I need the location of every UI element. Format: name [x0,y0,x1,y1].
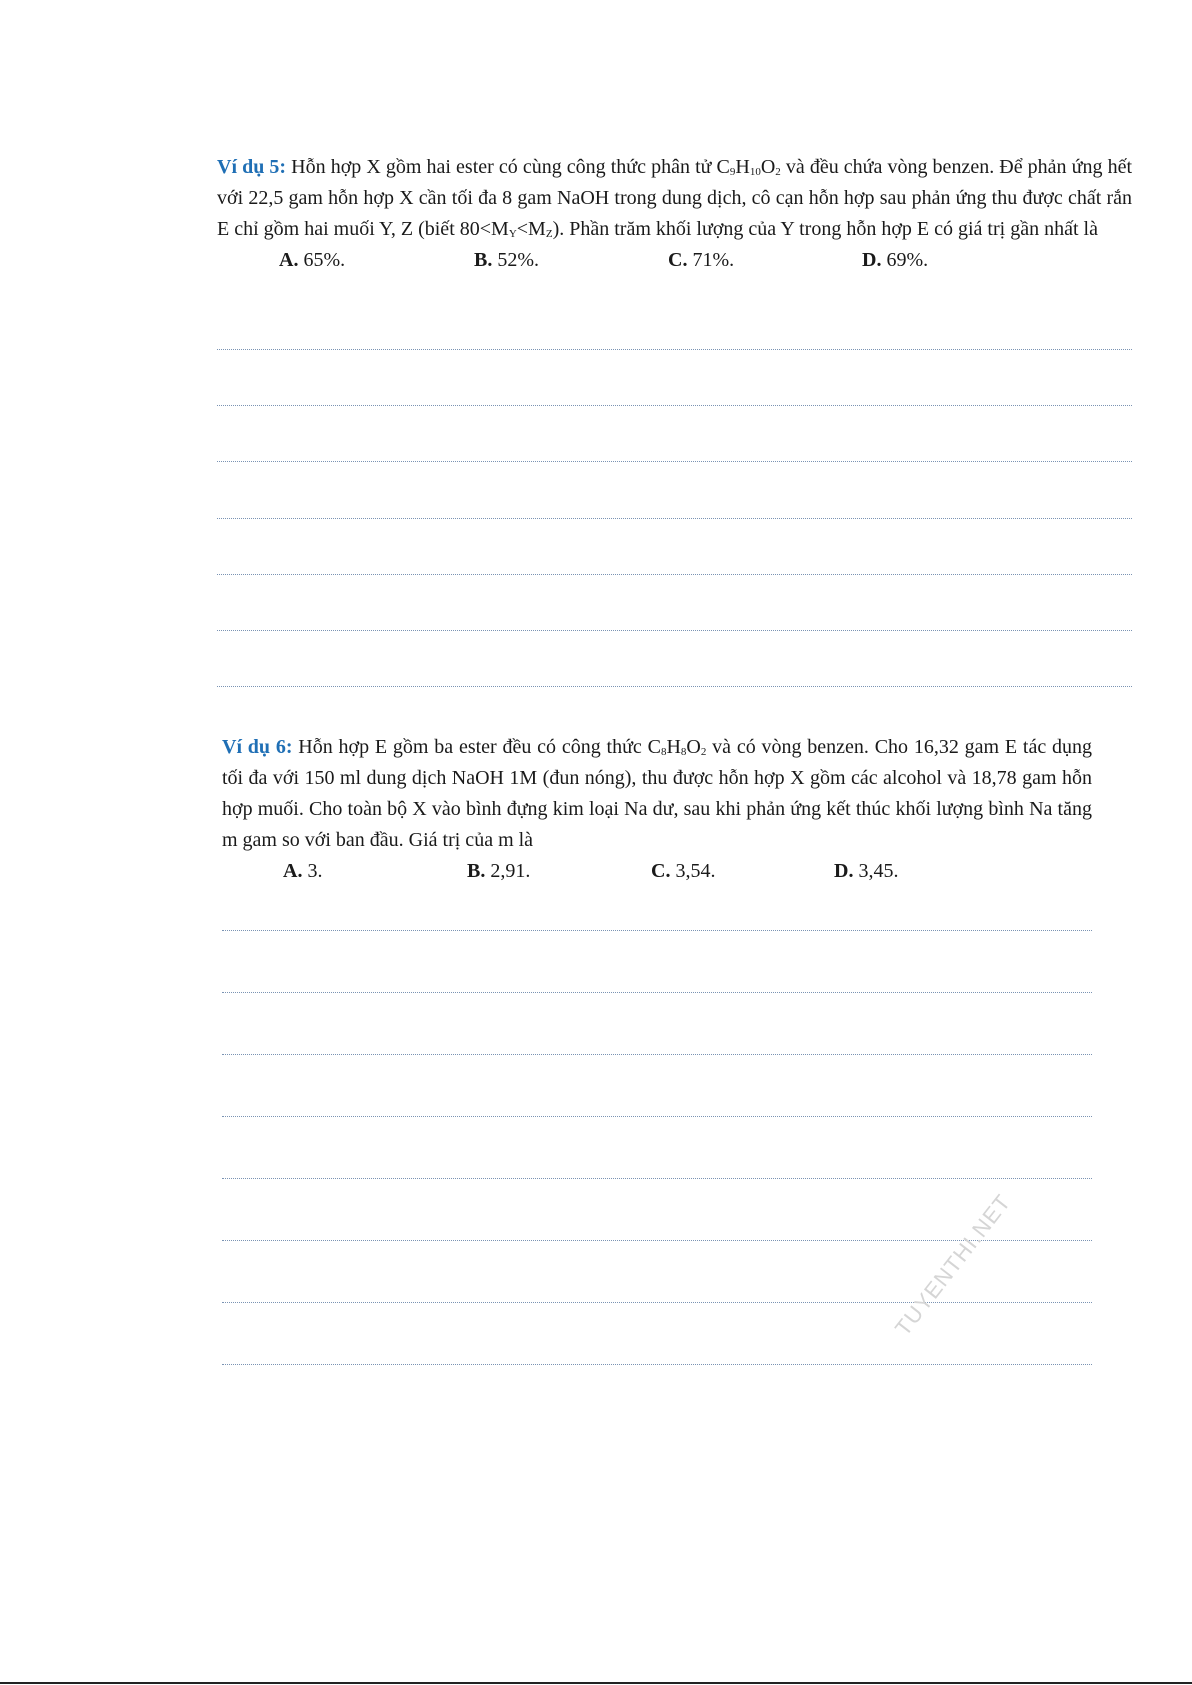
answer-line [217,574,1132,575]
question-6-stem [222,732,1092,856]
watermark: TUYENTHI.NET [890,1189,1016,1341]
question-5-text: ). Phần trăm khối lượng của Y trong hỗn hợp E có giá trị gần nhất là [552,218,1098,240]
question-5-label: Ví dụ 5: [217,156,287,178]
answer-line [217,686,1132,687]
subscript: 8 [660,746,667,758]
answer-line [217,630,1132,631]
answer-line [222,1054,1092,1055]
subscript: 8 [680,746,687,758]
answer-line [222,1302,1092,1303]
answer-line [217,461,1132,462]
subscript: 10 [749,166,761,178]
option-a: A. 65%. [279,249,346,271]
answer-line [222,930,1092,931]
question-5-stem [217,152,1132,245]
question-5-text: Hỗn hợp X gồm hai ester có cùng công thức phân tử C [286,156,730,178]
question-6-text: O [686,736,701,758]
question-5-text: <M [516,218,546,240]
answer-line [222,1364,1092,1365]
question-6 [222,732,1092,887]
option-b: B. 2,91. [467,860,531,882]
answer-line [222,1116,1092,1117]
option-d: D. 69%. [862,249,929,271]
question-5-text: và đều chứa vòng benzen. Để phản ứng hết với 22,5 gam hỗn hợp X cần tối đa 8 gam NaOH trong dung dịch, cô cạn hỗn hợp sau phản ứng thu được chất rắn E chỉ gồm hai muối Y, Z (biết 80<M [217,156,1132,240]
answer-line [222,1178,1092,1179]
answer-line [217,405,1132,406]
subscript: 9 [729,166,736,178]
answer-line [217,349,1132,350]
question-6-options [222,856,1092,887]
option-b: B. 52%. [474,249,540,271]
subscript: Z [545,228,553,240]
subscript: Y [508,228,517,240]
page-bottom-rule [0,1682,1192,1684]
question-5 [217,152,1132,276]
question-6-text: Hỗn hợp E gồm ba ester đều có công thức C [292,736,661,758]
question-5-options [217,245,1132,276]
question-6-text: H [666,736,681,758]
question-6-text: và có vòng benzen. Cho 16,32 gam E tác dụng tối đa với 150 ml dung dịch NaOH 1M (đun nóng), thu được hỗn hợp X gồm các alcohol và 18,78 gam hỗn hợp muối. Cho toàn bộ X vào bình đựng kim loại Na dư, sau khi phản ứng kết thúc khối lượng bình Na tăng m gam so với ban đầu. Giá trị của m là [222,736,1092,851]
subscript: 2 [700,746,707,758]
answer-line [222,992,1092,993]
option-c: C. 71%. [668,249,735,271]
question-5-text: O [760,156,776,178]
subscript: 2 [775,166,781,178]
option-a: A. 3. [283,860,323,882]
question-6-label: Ví dụ 6: [222,736,293,758]
option-d: D. 3,45. [834,860,899,882]
question-5-text: H [735,156,750,178]
answer-line [217,518,1132,519]
option-c: C. 3,54. [651,860,716,882]
